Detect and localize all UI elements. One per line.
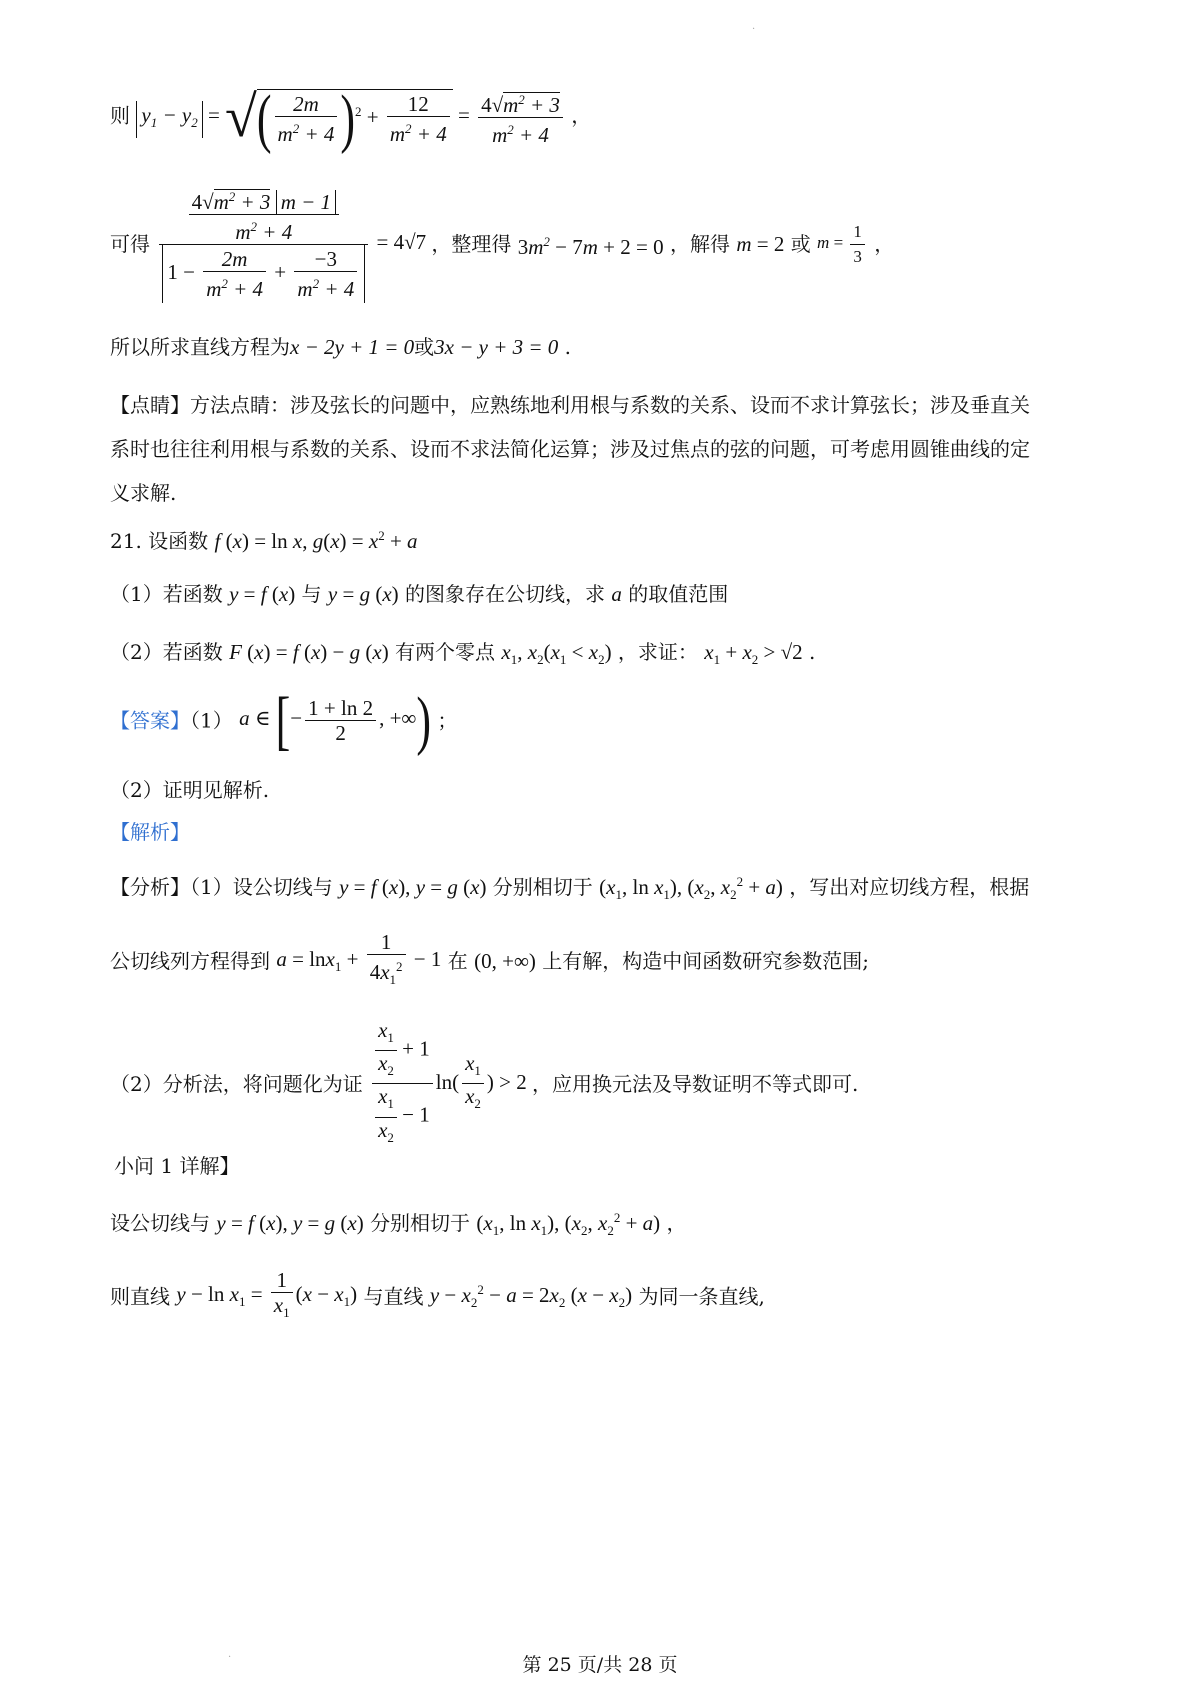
math-functions: f (x) = ln x, $g(x) = x^2 + a$ <box>214 528 418 553</box>
line-solve-m <box>110 185 894 303</box>
math-claim: $x_1 + x_2 > √2$ <box>704 640 803 668</box>
dianjing-line: 系时也往往利用根与系数的关系、设而不求法简化运算；涉及过焦点的弦的问题，可考虑用圆锥曲线的定 <box>110 437 1030 461</box>
text: 设公切线与 <box>110 1211 210 1235</box>
text: ，求证： <box>617 640 698 664</box>
dianjing-line: 方法点睛：涉及弦长的问题中，应熟练地利用根与系数的关系、设而不求计算弦长；涉及垂直关 <box>190 393 1030 417</box>
text: 与 <box>301 582 322 606</box>
math-m-third: m = $\frac{1}{3}$ <box>817 233 868 252</box>
math-big-fraction: $\frac{4√m^2 + 3 m - 1}{m^2 + 4}$ 1 − $\frac{2m}{m^2 + 4}$ + $\frac{-3}{m^2 + 4}$ = 4√7 <box>156 230 431 254</box>
text: ，应用换元法及导数证明不等式即可. <box>532 1071 859 1096</box>
detail-line1 <box>110 1204 687 1245</box>
text: 的图象存在公切线，求 <box>405 582 606 606</box>
comma: ， <box>571 103 592 128</box>
text: 上有解，构造中间函数研究参数范围; <box>542 949 870 974</box>
scan-dot: · <box>752 24 756 35</box>
q21-stem <box>110 522 418 555</box>
math-ineq: $\frac{x_1}{x_2}$ + 1 $\frac{x_1}{x_2}$ − 1 ln( $\frac{x_1}{x_2}$ ) > 2 <box>369 1070 532 1094</box>
dianjing-block <box>110 383 1030 515</box>
answer-part2: （2）证明见解析. <box>110 778 270 802</box>
answer-line <box>110 683 458 757</box>
math-m-2: m = 2 <box>736 232 785 256</box>
text-intro: 设函数 <box>148 529 209 553</box>
math-zeros: $x_1$, $x_2(x_1 < x_2)$ <box>501 640 612 668</box>
text: 为同一条直线, <box>638 1284 765 1309</box>
math-eq1: x − 2y + 1 = 0 <box>290 335 415 359</box>
math-a: a <box>611 582 622 606</box>
q21-part2 <box>110 638 815 674</box>
question-number: 21. <box>110 529 142 553</box>
comma: ， <box>874 232 895 256</box>
math-answer-range: a ∈ [− $\frac{1 + \ln 2}{2}$ , +∞) <box>239 683 432 757</box>
text: 的取值范围 <box>628 582 729 606</box>
text: （2）分析法，将问题化为证 <box>110 1071 363 1096</box>
text: 与直线 <box>363 1284 424 1309</box>
text: 分别相切于 <box>370 1211 471 1235</box>
math-F: F (x) = f (x) − g (x) <box>229 640 389 664</box>
text: （1） <box>190 708 233 733</box>
page-footer: 第 25 页/共 28 页 <box>522 1654 678 1676</box>
text-zhengli: ，整理得 <box>431 232 512 256</box>
text: （2）若函数 <box>110 640 223 664</box>
scan-dot: · <box>228 1652 232 1663</box>
text: （1）若函数 <box>110 582 223 606</box>
math-y-diff: $y_1 - y_2$ = √( $\frac{2m}{m^2 + 4}$ )$^2$ + $\frac{12}{m^2 + 4}$ = $\frac{4√m^2 + 3}{m^2 + 4}$ <box>136 103 571 127</box>
line-y-diff <box>110 81 592 155</box>
math-interval: (0, +∞) <box>474 949 536 974</box>
text: 在 <box>447 949 468 974</box>
math-eq2: 3x − y + 3 = 0 <box>434 335 559 359</box>
math-quadratic: $3m^2 - 7m + 2 = 0$ <box>517 233 664 259</box>
fenxi-line3 <box>110 1018 858 1150</box>
math-line-2: $y - x_2^2 - a = 2x_2$ $(x - x_2)$ <box>429 1282 633 1311</box>
text: ，写出对应切线方程，根据 <box>789 875 1030 899</box>
text-huo: 或 <box>790 232 811 256</box>
detail-title: 小问 1 详解】 <box>114 1154 240 1178</box>
fenxi-label: 【分析】 <box>110 875 190 899</box>
text: ， <box>666 1211 687 1235</box>
math-yf-yg: y = f (x), y = g (x) <box>216 1211 364 1235</box>
math-line-1: $y - \ln x_1$ = $\frac{1}{x_1}$ $(x - x_1)$ <box>176 1268 358 1321</box>
text-suoyi: 所以所求直线方程为 <box>110 335 290 359</box>
period: . <box>564 335 572 359</box>
text: 公切线列方程得到 <box>110 949 270 974</box>
period: . <box>809 640 816 664</box>
q21-part1 <box>110 580 728 608</box>
dianjing-line: 义求解. <box>110 481 177 505</box>
math-a-expr: a = lnx$_1$ + $\frac{1}{4x_1^2}$ − 1 <box>276 930 442 988</box>
text: 分别相切于 <box>492 875 593 899</box>
math-points: ($x_1$, $\ln x_1$), ($x_2$, $x_2^2 + a$) <box>599 874 783 903</box>
text: ； <box>437 708 458 733</box>
line-result <box>110 333 571 361</box>
dianjing-label: 【点睛】 <box>110 393 190 417</box>
text: 则直线 <box>110 1284 170 1309</box>
text-or: 或 <box>414 335 435 359</box>
text-kede: 可得 <box>110 232 150 256</box>
math-y-g: y = g (x) <box>327 582 399 606</box>
text-ze: 则 <box>110 103 130 128</box>
math-yf-yg: y = f (x), y = g (x) <box>339 875 487 899</box>
text-jiede: ，解得 <box>669 232 730 256</box>
fenxi-line1 <box>110 868 1029 909</box>
answer-label: 【答案】 <box>110 708 190 733</box>
math-points: ($x_1$, $\ln x_1$), ($x_2$, $x_2^2 + a$) <box>476 1210 661 1239</box>
detail-line2 <box>110 1268 765 1325</box>
text: 有两个零点 <box>395 640 496 664</box>
math-y-f: y = f (x) <box>229 582 296 606</box>
jiexi-label: 【解析】 <box>110 820 190 844</box>
fenxi-line2 <box>110 930 869 992</box>
text: （1）设公切线与 <box>190 875 333 899</box>
